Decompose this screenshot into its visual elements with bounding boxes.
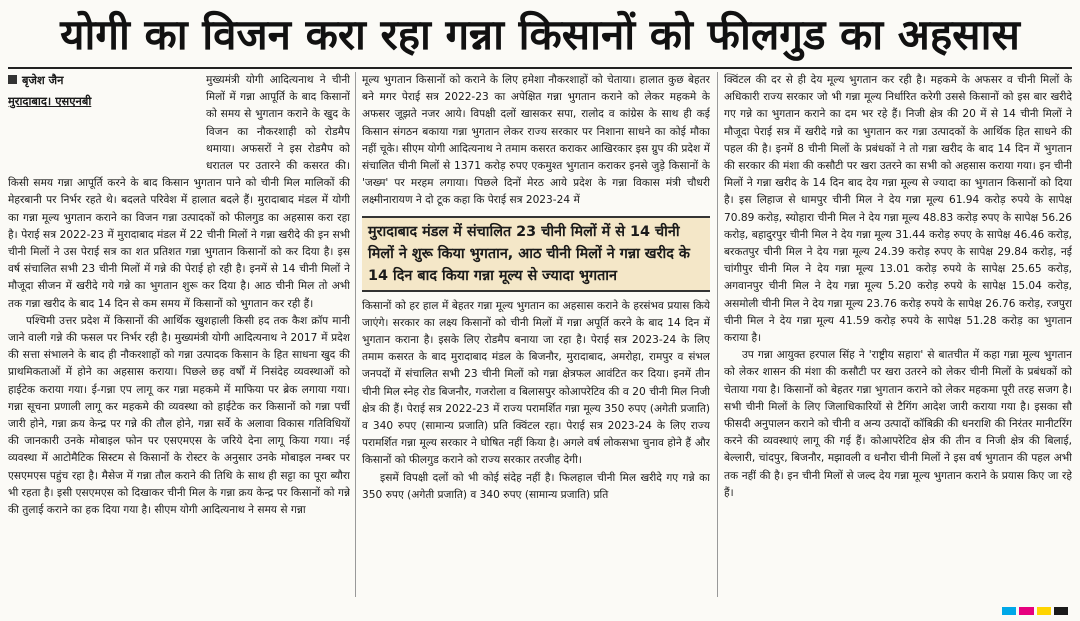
article-paragraph: इसमें विपक्षी दलों को भी कोई संदेह नहीं है। फिलहाल चीनी मिल खरीदे गए गन्ने का 350 रुपए (अगेती प्रजाति) व 340 रुपए (सामान्य प्रजाति) प्रति: [362, 471, 710, 501]
article-paragraph: मुख्यमंत्री योगी आदित्यनाथ ने चीनी मिलों में गन्ना आपूर्ति के बाद किसानों को समय से भुगतान कराने के खुद के विजन का नौकरशाही को रोडमैप थमाया। अफसरों ने इस रोडमैप को धरातल पर उतारने की कसरत की। किसी समय गन्ना आपूर्ति करने के बाद किसान भुगतान पाने को चीनी मिल मालिकों की मेहरबानी पर निर्भर रहते थे। बदलते परिवेश में हालात बदले हैं। मुरादाबाद मंडल में योगी का गन्ना मूल्य भुगतान कराने का विजन गन्ना उत्पादकों को फीलगुड का अहसास करा रहा है। पेराई सत्र 2022-23 में मुरादाबाद मंडल में 22 चीनी मिलों ने गन्ना खरीदे की इन सभी चीनी मिलों ने उस पेराई सत्र का शत प्रतिशत गन्ना भुगतान किसानों को कर दिया है। इस वर्ष संचालित सभी 23 चीनी मिलों में गन्ने की पेराई हो रही है। इनमें से 14 चीनी मिलों ने मौजूदा सीजन में खरीदे गये गन्ने का भुगतान शुरू कर दिया है। आठ चीनी मिल तो अभी तक गन्ना खरीद के बाद 14 दिन से कम समय में किसानों को भुगतान कर रही हैं।: [8, 74, 350, 310]
byline-place: मुरादाबाद। एसएनबी: [8, 94, 92, 109]
headline: योगी का विजन करा रहा गन्ना किसानों को फीलगुड का अहसास: [60, 10, 1020, 59]
byline: [8, 72, 200, 174]
pull-quote: [362, 216, 710, 292]
yellow-swatch: [1037, 607, 1051, 615]
article-paragraph: पश्चिमी उत्तर प्रदेश में किसानों की आर्थिक खुशहाली किसी हद तक कैश क्रॉप मानी जाने वाली गन्ने की फसल पर निर्भर रही है। मुख्यमंत्री योगी आदित्यनाथ ने 2017 में प्रदेश की सत्ता संभालने के बाद ही नौकरशाहों को गन्ना उत्पादक किसान के हित साधना खुद की प्राथमिकताओं में होने का अहसास कराया। पिछले छह वर्षों में निसंदेह व्यवस्थाओं को हाईटेक कराया गया। ई-गन्ना एप लागू कर गन्ना महकमे में माफिया पर ब्रेक लगाया गया। गन्ना सूचना प्रणाली लागू कर महकमे की व्यवस्था को हाईटेक कर किसानों को गन्ना पर्ची जारी होने, गन्ना क्रय केन्द्र पर गन्ने की तौल होने, गन्ना सर्वे के अलावा विकास गतिविधियों की जानकारी उनके मोबाइल फोन पर एसएमएस के जरिये देना लागू किया गया। नई व्यवस्था में आटोमैटिक सिस्टम से किसानों के रोस्टर के अनुसार उनके मोबाइल नम्बर पर एसएमएस पहुंच रहा है। मैसेज में गन्ना तौल कराने की तिथि के साथ ही सट्टा का पूरा ब्यौरा भी रहता है। इसी एसएमएस को दिखाकर चीनी मिल के गन्ना क्रय केन्द्र पर किसानों को गन्ने की तुलाई कराने का हक दिया गया है। सीएम योगी आदित्यनाथ ने समय से गन्ना: [8, 314, 350, 517]
column-1: [8, 72, 350, 599]
article-paragraph: उप गन्ना आयुक्त हरपाल सिंह ने 'राष्ट्रीय सहारा' से बातचीत में कहा गन्ना मूल्य भुगतान को लेकर शासन की मंशा की कसौटी पर खरा उतरने को लेकर चीनी मिलों के प्रबंधकों को चेताया गया है। किसानों को बेहतर गन्ना भुगतान कराने को लेकर महकमा पूरी तरह सजग है। सभी चीनी मिलों के लिए जिलाधिकारियों से टैगिंग आदेश जारी कराया गया है। इसका सौ फीसदी अनुपालन कराने को चीनी व अन्य उत्पादों कॉबिक्री की धनराशि की निरंतर मानीटरिंग करने की व्यवस्थाएं लागू की गई हैं। कोआपरेटिव क्षेत्र की तीन व निजी क्षेत्र की बिलाई, बेल्लारी, चांदपुर, बिजनौर, मझावली व धनौरा चीनी मिलों ने इस वर्ष भुगतान की पहल अभी तक नहीं की है। इन चीनी मिलों से जल्द देय गन्ना मूल्य भुगतान कराने के प्रयास किए जा रहे हैं।: [724, 349, 1072, 499]
article-paragraph: मूल्य भुगतान किसानों को कराने के लिए हमेशा नौकरशाहों को चेताया। हालात कुछ बेहतर बने मगर पेराई सत्र 2022-23 का अपेक्षित गन्ना भुगतान कराने को लेकर महकमे के अफसर जूझते नजर आये। विपक्षी दलों खासकर सपा, रालोद व कांग्रेस के साथ ही कई किसान संगठन बकाया गन्ना भुगतान लेकर राज्य सरकार पर निशाना साधने का कोई मौका नहीं चूके। सीएम योगी आदित्यनाथ ने तमाम कसरत कराकर आखिरकार इस ग्रुप की प्रदेश में संचालित चीनी मिलों से 1371 करोड़ रुपए एकमुश्त भुगतान कराकर इनसे जुड़े किसानों के 'जख्म' पर मरहम लगाया। पिछले दिनों मेरठ आये प्रदेश के गन्ना विकास मंत्री चौधरी लक्ष्मीनारायण ने दो टूक कहा कि पेराई सत्र 2023-24 में: [362, 74, 710, 207]
magenta-swatch: [1019, 607, 1033, 615]
article-paragraph: क्विंटल की दर से ही देय मूल्य भुगतान कर रही है। महकमे के अफसर व चीनी मिलों के अधिकारी राज्य सरकार जो भी गन्ना मूल्य निर्धारित करेगी उससे किसानों को इस बार खरीदे गए गन्ने का भुगतान कराने का दम भर रहे हैं। निजी क्षेत्र की 20 में से 14 चीनी मिलों ने मौजूदा पेराई सत्र में खरीदे गन्ने का भुगतान कर गन्ना उत्पादकों के आर्थिक हित साधने की पहल की है। इनमें 8 चीनी मिलों के प्रबंधकों ने तो गन्ना खरीद के बाद 14 दिन में भुगतान की सरकार की मंशा की कसौटी पर खरा उतरने का सभी को अहसास कराया गया। इन चीनी मिलों ने गन्ना खरीद के 14 दिन बाद देय गन्ना मूल्य से ज्यादा का भुगतान किसानों को दिया है। इस लिहाज से धामपुर चीनी मिल ने देय गन्ना मूल्य 61.94 करोड़ रुपये के सापेक्ष 70.89 करोड़, स्योहारा चीनी मिल ने देय गन्ना मूल्य 48.83 करोड़ रुपए के सापेक्ष 56.26 करोड़, बहादुरपुर चीनी मिल ने देय गन्ना मूल्य 31.44 करोड़ रुपए के सापेक्ष 46.46 करोड़, बरकतपुर चीनी मिल ने देय गन्ना मूल्य 24.39 करोड़ रुपए के सापेक्ष 29.84 करोड़, नई चांगीपुर चीनी मिल ने देय गन्ना मूल्य 13.01 करोड़ रुपये के सापेक्ष 25.65 करोड़, अगवानपुर चीनी मिल ने देय गन्ना मूल्य 5.20 करोड़ रुपये के सापेक्ष 15.04 करोड़, असमोली चीनी मिल ने देय गन्ना मूल्य 23.76 करोड़ रुपये के सापेक्ष 26.76 करोड़, रजपुरा चीनी मिल ने देय गन्ना मूल्य 41.59 करोड़ रुपये के सापेक्ष 51.28 करोड़ का भुगतान कराया है।: [724, 74, 1072, 345]
pull-quote-text: मुरादाबाद मंडल में संचालित 23 चीनी मिलों में से 14 चीनी मिलों ने शुरू किया भुगतान, आठ चीनी मिलों ने गन्ना खरीद के 14 दिन बाद किया गन्ना मूल्य से ज्यादा भुगतान: [368, 223, 690, 284]
cyan-swatch: [1002, 607, 1016, 615]
column-separator: [717, 72, 718, 597]
registration-color-bar: [1002, 607, 1068, 615]
article-paragraph: किसानों को हर हाल में बेहतर गन्ना मूल्य भुगतान का अहसास कराने के हरसंभव प्रयास किये जाएंगे। सरकार का लक्ष्य किसानों को चीनी मिलों में गन्ना अपूर्ति करने के बाद 14 दिन में भुगतान कराना है। इसके लिए रोडमैप बनाया जा रहा है। पेराई सत्र 2023-24 के लिए तमाम कसरत के बाद मुरादाबाद मंडल के बिजनौर, मुरादाबाद, अमरोहा, रामपुर व संभल जनपदों में संचालित सभी 23 चीनी मिलों को गन्ना क्षेत्रफल आवंटित कर दिया। इनमें तीन चीनी मिल स्नेह रोड बिजनौर, गजरोला व बिलासपुर कोआपरेटिव की व 20 चीनी मिल निजी क्षेत्र की हैं। पेराई सत्र 2022-23 में राज्य परामर्शित गन्ना मूल्य 350 रुपए (अगेती प्रजाति) व 340 रुपए (सामान्य प्रजाति) प्रति क्विंटल रहा। पेराई सत्र 2023-24 के लिए राज्य परामर्शित गन्ना मूल्य सरकार ने घोषित नहीं किया है। अगले वर्ष लोकसभा चुनाव होने हैं और किसानों को फीलगुड कराने को राज्य सरकार तरजीह देगी।: [362, 299, 710, 467]
column-3: [724, 72, 1072, 599]
byline-author: बृजेश जैन: [8, 72, 200, 89]
black-swatch: [1054, 607, 1068, 615]
column-separator: [355, 72, 356, 597]
column-2: [362, 72, 710, 599]
headline-rule: [8, 67, 1072, 69]
